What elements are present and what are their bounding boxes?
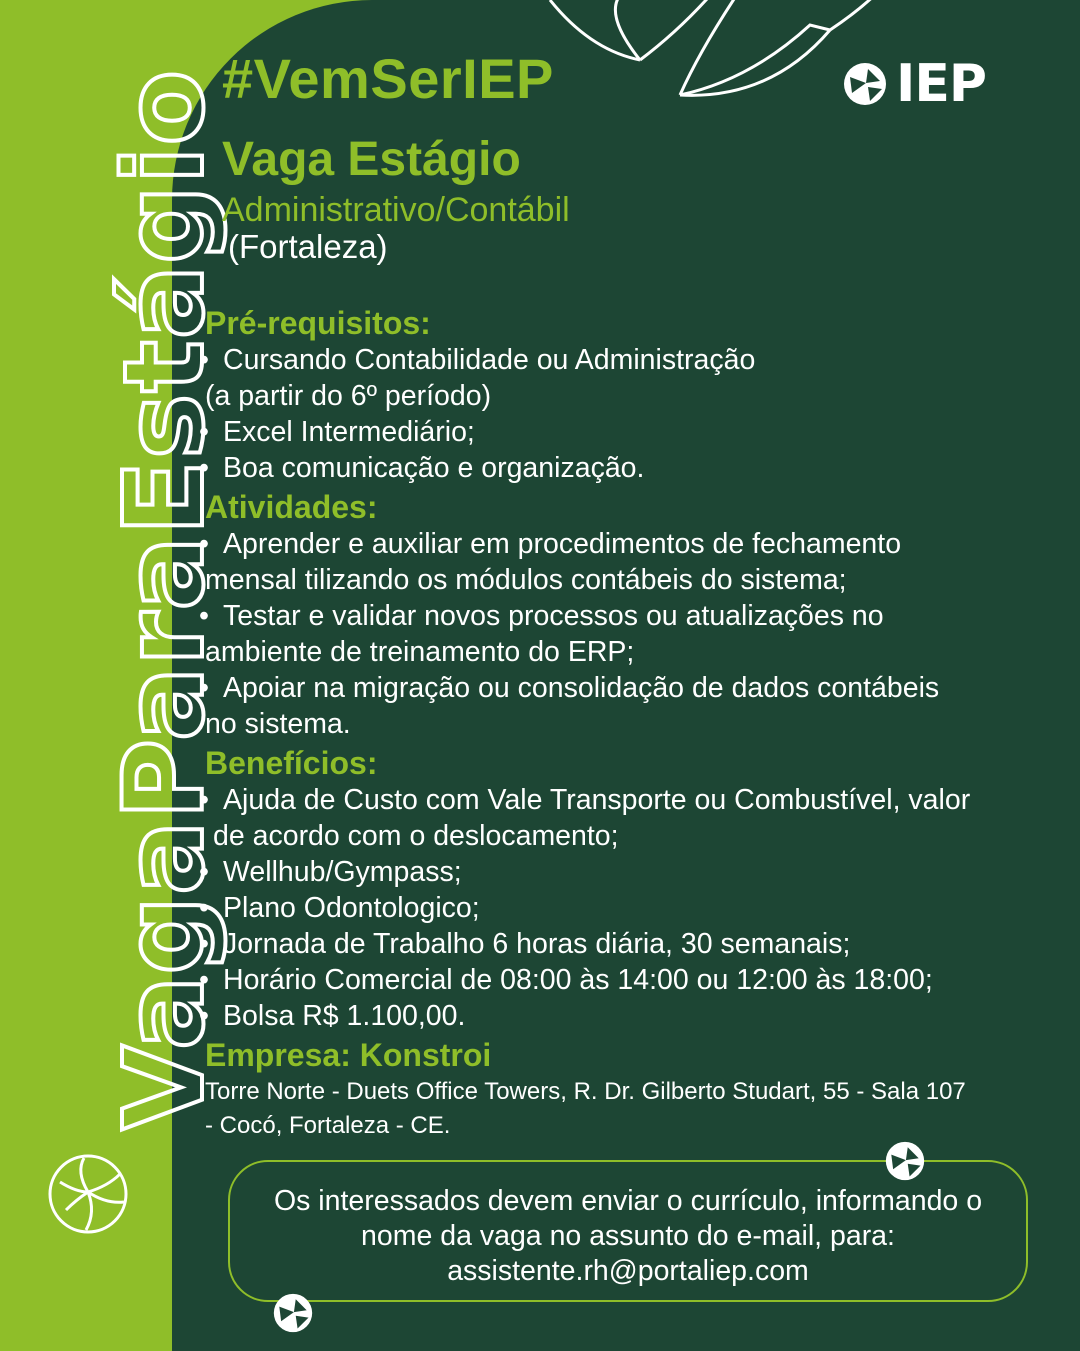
contact-text-line: Os interessados devem enviar o currículo, informando o — [273, 1185, 983, 1217]
list-item-continuation: no sistema. — [205, 708, 351, 740]
list-item-continuation: de acordo com o deslocamento; — [213, 820, 619, 852]
list-item-continuation: mensal tilizando os módulos contábeis do sistema; — [205, 564, 847, 596]
list-item: • Excel Intermediário; — [205, 414, 1065, 450]
list-item: • Boa comunicação e organização. — [205, 450, 1065, 486]
list-item: • Jornada de Trabalho 6 horas diária, 30 semanais; — [205, 926, 1065, 962]
company-heading: Empresa: Konstroi — [205, 1037, 492, 1073]
page-title: Vaga Estágio — [222, 133, 521, 186]
list-item: • Cursando Contabilidade ou Administração — [205, 342, 1065, 378]
list-item-continuation: (a partir do 6º período) — [205, 380, 492, 412]
contact-text-line: nome da vaga no assunto do e-mail, para: — [361, 1220, 895, 1252]
list-item: • Wellhub/Gympass; — [205, 854, 1065, 890]
list-item: • Testar e validar novos processos ou atualizações no — [205, 598, 1065, 634]
prerequisites-heading: Pré-requisitos: — [205, 305, 431, 341]
job-area: Administrativo/Contábil — [222, 191, 570, 229]
iep-logo-icon — [884, 1140, 926, 1182]
job-city: (Fortaleza) — [228, 228, 388, 265]
list-item: • Aprender e auxiliar em procedimentos de fechamento — [205, 526, 1065, 562]
job-details — [205, 302, 1065, 1142]
brand-logo — [842, 54, 986, 114]
iep-logo-icon — [272, 1292, 314, 1334]
iep-outline-logo-icon — [46, 1152, 130, 1236]
list-item-continuation: ambiente de treinamento do ERP; — [205, 636, 635, 668]
activities-heading: Atividades: — [205, 489, 378, 525]
list-item: • Bolsa R$ 1.100,00. — [205, 998, 1065, 1034]
list-item: • Ajuda de Custo com Vale Transporte ou Combustível, valor — [205, 782, 1065, 818]
list-item: • Apoiar na migração ou consolidação de dados contábeis — [205, 670, 1065, 706]
contact-email-link[interactable]: assistente.rh@portaliep.com — [447, 1255, 809, 1287]
company-address-line: - Cocó, Fortaleza - CE. — [205, 1112, 451, 1139]
hashtag: #VemSerIEP — [222, 47, 554, 110]
iep-logo-icon — [842, 61, 888, 107]
vertical-banner-text: VagaParaEstágio — [100, 68, 228, 1130]
benefits-heading: Benefícios: — [205, 745, 378, 781]
brand-name: IEP — [896, 54, 986, 114]
list-item: • Horário Comercial de 08:00 às 14:00 ou 12:00 às 18:00; — [205, 962, 1065, 998]
company-address-line: Torre Norte - Duets Office Towers, R. Dr. Gilberto Studart, 55 - Sala 107 — [205, 1078, 966, 1105]
list-item: • Plano Odontologico; — [205, 890, 1065, 926]
